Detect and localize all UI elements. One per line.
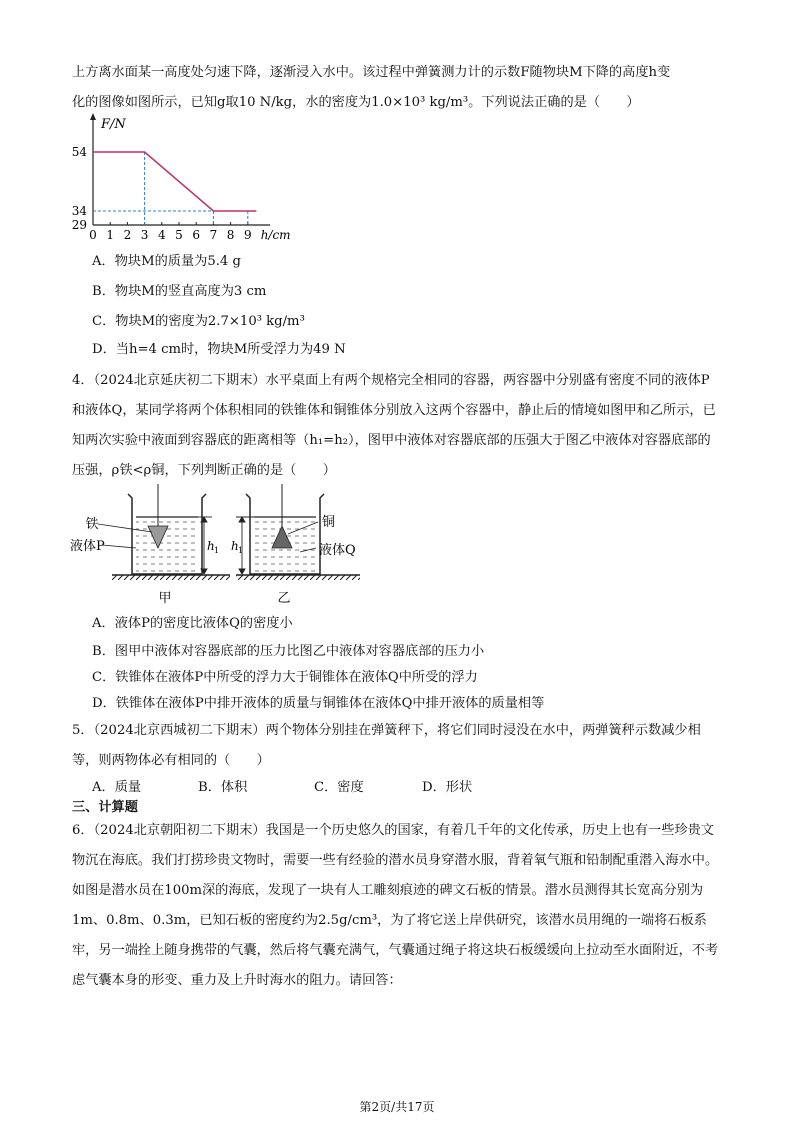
- beakers-figure: [70, 484, 400, 610]
- q5-option-b: B．体积: [198, 780, 248, 795]
- q5-option-d: D．形状: [422, 780, 473, 795]
- x-tick-label: 7: [209, 228, 218, 242]
- x-tick-label: 2: [123, 228, 132, 242]
- y-tick-label: 29: [71, 218, 87, 232]
- x-tick-label: 3: [140, 228, 149, 242]
- section-heading: 三、计算题: [72, 800, 138, 815]
- label-jia: 甲: [158, 591, 172, 606]
- label-liquid-p: 液体P: [70, 539, 105, 554]
- y-axis-arrow: [90, 113, 96, 120]
- q5-option-a: A．质量: [92, 780, 142, 795]
- x-tick-label: 1: [106, 228, 115, 242]
- label-iron: 铁: [85, 517, 99, 532]
- ground-left: [112, 575, 230, 580]
- q3-intro: [72, 58, 722, 118]
- data-line: [93, 152, 256, 211]
- label-h1-yi: h: [231, 539, 239, 553]
- q4-option-b: B．图甲中液体对容器底部的压力比图乙中液体对容器底部的压力小: [92, 644, 485, 659]
- q6-question: 6．（2024北京朝阳初二下期末）我国是一个历史悠久的国家，有着几千年的文化传承，历史上也有一些珍贵文物沉在海底。我们打捞珍贵文物时，需要一些有经验的潜水员身穿潜水服，背着氧气瓶和铅制配重潜入海水中。如图是潜水员在100m深的海底，发现了一块有人工雕刻痕迹的碑文石板的情景。潜水员测得其长宽高分别为1m、0.8m、0.3m，已知石板的密度约为2.5g/cm³，为了将它送上岸供研究，该潜水员用绳的一端将石板系牢，另一端拴上随身携带的气囊，然后将气囊充满气，气囊通过绳子将这块石板缓缓向上拉动至水面附近，不考虑气囊本身的形变、重力及上升时海水的阻力。请回答：: [72, 823, 719, 988]
- q4-question: 4．（2024北京延庆初二下期末）水平桌面上有两个规格完全相同的容器，两容器中分别盛有密度不同的液体P和液体Q，某同学将两个体积相同的铁锥体和铜锥体分别放入这两个容器中，静止后的情境如图甲和乙所示，已知两次实验中液面到容器底的距离相等（h₁=h₂），图甲中液体对容器底部的压强大于图乙中液体对容器底部的压强，ρ铁<ρ铜，下列判断正确的是（ ）: [72, 373, 716, 478]
- label-liquid-q: 液体Q: [319, 543, 356, 558]
- q3-option-c: C．物块M的密度为2.7×10³ kg/m³: [92, 314, 305, 329]
- q5-option-c: C．密度: [314, 780, 364, 795]
- q3-intro-line1: 上方离水面某一高度处匀速下降，逐渐浸入水中。该过程中弹簧测力计的示数F随物块M下降的高度h变: [72, 65, 671, 80]
- x-tick-label: 9: [243, 228, 252, 242]
- q3-intro-line2: 化的图像如图所示，已知g取10 N/kg，水的密度为1.0×10³ kg/m³。下列说法正确的是（ ）: [72, 95, 640, 110]
- y-axis-label: F/N: [101, 117, 126, 132]
- q4-option-d: D．铁锥体在液体P中排开液体的质量与铜锥体在液体Q中排开液体的质量相等: [92, 696, 545, 711]
- q5-question: 5．（2024北京西城初二下期末）两个物体分别挂在弹簧秤下，将它们同时浸没在水中，两弹簧秤示数减少相等，则两物体必有相同的（ ）: [72, 723, 701, 768]
- x-tick-label: 8: [226, 228, 235, 242]
- ground-right: [236, 575, 360, 580]
- q5-options: [92, 778, 472, 798]
- force-height-chart: [60, 110, 310, 250]
- x-tick-label: 6: [192, 228, 201, 242]
- label-h1-jia: h: [207, 539, 215, 553]
- x-tick-label: 0: [89, 228, 97, 242]
- q3-option-b: B．物块M的竖直高度为3 cm: [92, 284, 267, 299]
- q3-option-a: A．物块M的质量为5.4 g: [92, 254, 241, 269]
- label-h1-yi-sub: 1: [238, 546, 244, 555]
- y-tick-label: 54: [71, 145, 87, 159]
- label-yi: 乙: [277, 591, 291, 606]
- q4-option-c: C．铁锥体在液体P中所受的浮力大于铜锥体在液体Q中所受的浮力: [92, 670, 478, 685]
- label-copper: 铜: [322, 515, 336, 530]
- beaker-jia: [128, 484, 206, 574]
- page-number: 第2页/共17页: [359, 1100, 435, 1114]
- beaker-yi: [246, 484, 324, 574]
- x-tick-label: 4: [157, 228, 166, 242]
- x-tick-label: 5: [175, 228, 183, 242]
- y-tick-label: 34: [71, 204, 87, 218]
- q3-option-d: D．当h=4 cm时，物块M所受浮力为49 N: [92, 342, 346, 357]
- x-axis-label: h/cm: [260, 228, 291, 242]
- q4-option-a: A．液体P的密度比液体Q的密度小: [92, 616, 293, 631]
- label-h1-jia-sub: 1: [214, 546, 220, 555]
